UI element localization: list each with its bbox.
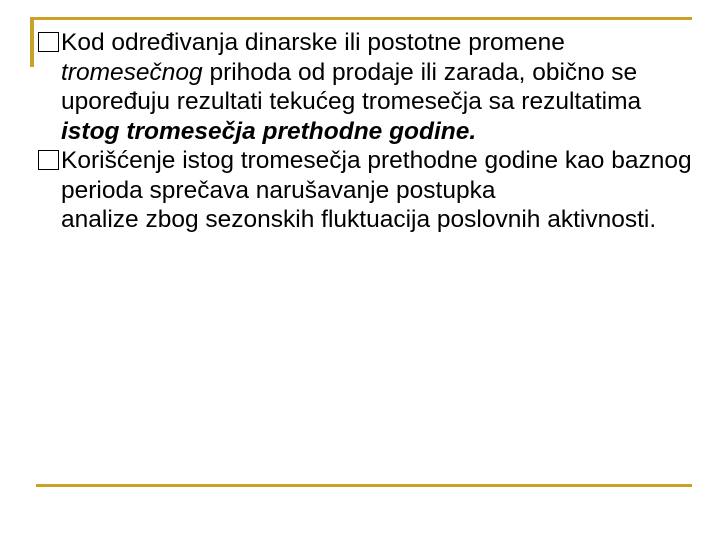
bullet-paragraph-2: [38, 146, 698, 205]
continuation-paragraph: [38, 205, 698, 235]
square-bullet-icon: [38, 150, 59, 170]
slide-content: [38, 28, 698, 235]
paragraph-1-italic: tromesečnog: [61, 58, 203, 86]
paragraph-1-text-c: prihoda od prodaje ili zarada, obično se upoređuju rezultati tekućeg tromesečja sa rezultatima: [61, 58, 642, 115]
paragraph-3-text: analize zbog sezonskih fluktuacija poslovnih aktivnosti.: [61, 206, 657, 233]
paragraph-2-text: Korišćenje istog tromesečja prethodne godine kao baznog perioda sprečava narušavanje postupka: [61, 147, 692, 204]
bullet-paragraph-1: [38, 28, 698, 146]
square-bullet-icon: [38, 32, 59, 52]
frame-top-border: [30, 17, 692, 20]
paragraph-1-text-a: Kod određivanja dinarske ili postotne promene: [61, 29, 565, 56]
paragraph-1-bold-italic: istog tromesečja prethodne godine.: [61, 117, 477, 145]
frame-left-border: [30, 17, 34, 67]
frame-bottom-border: [36, 484, 692, 487]
